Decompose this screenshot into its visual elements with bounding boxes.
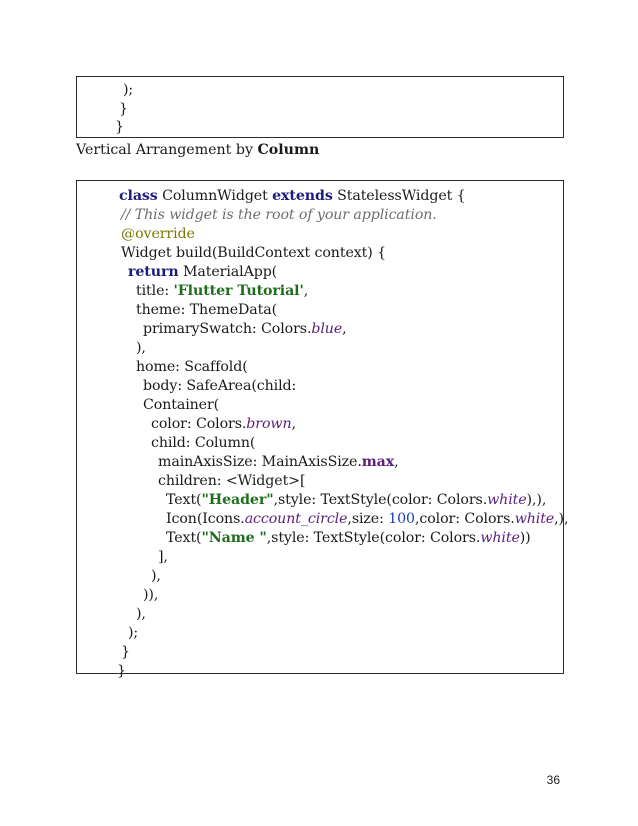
code-text: mainAxisSize: MainAxisSize.: [158, 454, 362, 470]
code-line: ),: [151, 568, 161, 584]
code-line: [151, 415, 296, 434]
code-text: ,: [394, 454, 399, 470]
code-line: theme: ThemeData(: [136, 302, 278, 318]
italic-constant: white: [487, 492, 527, 508]
code-text: color: Colors.: [151, 416, 247, 432]
code-text: ,: [303, 283, 309, 299]
code-line: [166, 491, 546, 510]
code-text: Text(: [166, 530, 202, 546]
code-comment: // This widget is the root of your application.: [121, 207, 437, 223]
code-text: ,color: Colors.: [414, 511, 515, 527]
section-caption: [76, 141, 319, 160]
keyword: return: [128, 264, 179, 280]
code-line: }: [117, 663, 126, 679]
code-text: ),),: [526, 492, 547, 508]
code-line: Widget build(BuildContext context) {: [121, 245, 387, 261]
code-line: }: [119, 101, 128, 117]
keyword: max: [361, 454, 395, 470]
code-line: [128, 263, 277, 282]
code-line: body: SafeArea(child:: [143, 378, 297, 394]
code-line: home: Scaffold(: [136, 359, 248, 375]
code-line: [166, 510, 568, 529]
code-line: [136, 282, 308, 301]
code-text: ,: [291, 416, 296, 432]
code-text: primarySwatch: Colors.: [143, 321, 312, 337]
code-block-continuation: [76, 76, 564, 138]
code-line: [143, 320, 347, 339]
code-line: }: [115, 119, 124, 135]
code-annotation: @override: [121, 226, 195, 242]
code-block-column-widget: [76, 180, 569, 679]
italic-constant: white: [514, 511, 555, 527]
code-text: MaterialApp(: [178, 264, 278, 280]
code-line: );: [128, 625, 139, 641]
code-line: [158, 453, 399, 472]
code-line: ],: [158, 549, 168, 565]
code-line: [119, 187, 466, 206]
italic-constant: blue: [311, 321, 343, 337]
code-line: children: <Widget>[: [158, 473, 306, 489]
keyword: class: [119, 188, 158, 204]
italic-constant: white: [480, 530, 520, 546]
caption-text: Vertical Arrangement by: [76, 142, 258, 158]
number-literal: 100: [388, 511, 415, 527]
code-text: Text(: [166, 492, 202, 508]
keyword: extends: [272, 188, 333, 204]
code-line: )),: [143, 587, 159, 603]
code-text: )): [519, 530, 531, 546]
caption-bold: Column: [257, 142, 320, 158]
code-text: title:: [136, 283, 174, 299]
code-text: ,),: [554, 511, 569, 527]
code-line: ),: [136, 340, 146, 356]
code-line: child: Column(: [151, 435, 256, 451]
code-line: );: [123, 82, 134, 98]
page-number: 36: [546, 773, 560, 787]
code-text: StatelessWidget {: [332, 188, 466, 204]
code-line: }: [121, 644, 130, 660]
code-text: ,: [342, 321, 347, 337]
code-text: Icon(Icons.: [166, 511, 245, 527]
code-text: ,size:: [347, 511, 389, 527]
italic-constant: brown: [246, 416, 292, 432]
code-text: ,style: TextStyle(color: Colors.: [266, 530, 481, 546]
code-text: ,style: TextStyle(color: Colors.: [273, 492, 488, 508]
code-text: ColumnWidget: [157, 188, 273, 204]
string-literal: "Header": [201, 492, 274, 508]
italic-constant: account_circle: [244, 511, 348, 527]
string-literal: "Name ": [201, 530, 267, 546]
code-line: ),: [136, 606, 146, 622]
code-line: Container(: [143, 397, 220, 413]
string-literal: 'Flutter Tutorial': [173, 283, 304, 299]
code-line: [166, 529, 531, 548]
